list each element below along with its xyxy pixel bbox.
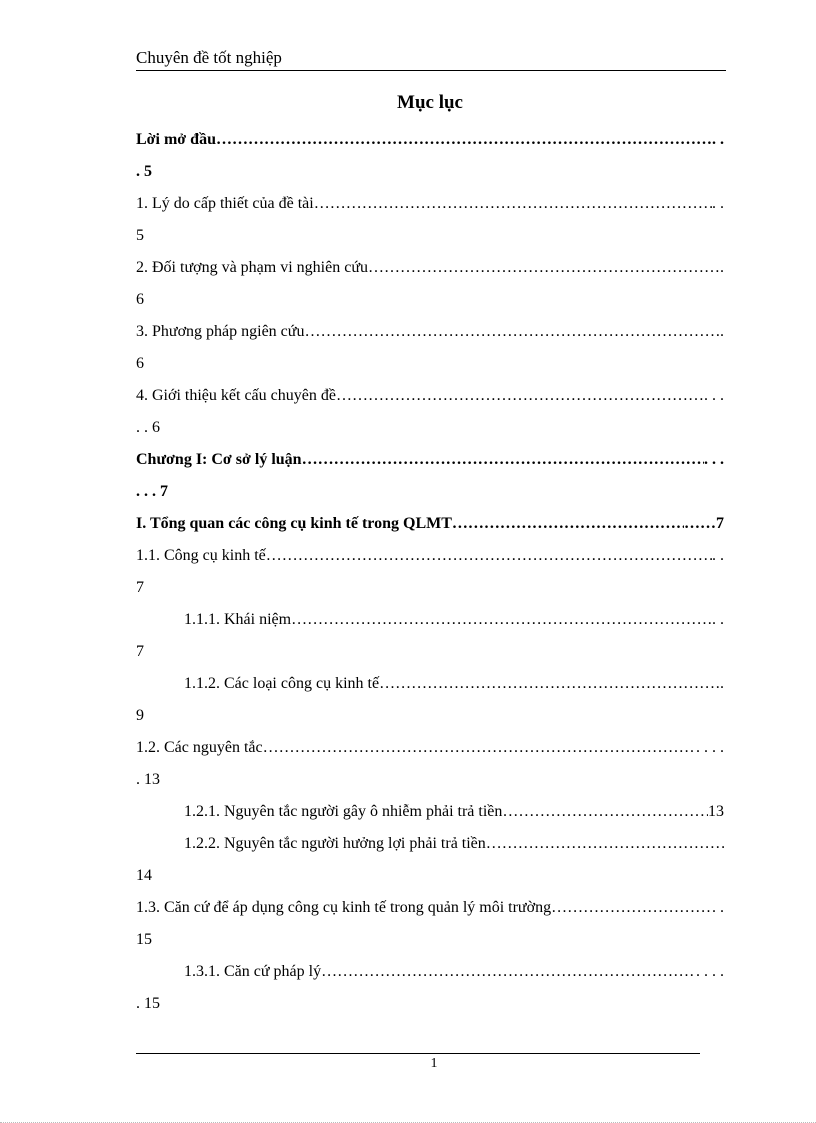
- header-rule: [136, 70, 726, 71]
- dot-leader: [368, 252, 720, 284]
- dot-leader: [321, 956, 696, 988]
- dot-leader: [551, 892, 712, 924]
- toc-entry: [136, 796, 724, 828]
- toc-entry-line: [136, 540, 724, 572]
- running-header: Chuyên đề tốt nghiệp: [136, 48, 282, 67]
- toc-title: Mục lục: [397, 92, 463, 113]
- dot-leader: [336, 380, 704, 412]
- toc-entry-title: 1. Lý do cấp thiết của đề tài: [136, 195, 314, 212]
- toc-entry-tail: .: [720, 323, 724, 340]
- toc-entry-title: 1.1.2. Các loại công cụ kinh tế: [184, 675, 380, 692]
- toc-entry: [136, 252, 724, 316]
- dot-leader: [263, 732, 696, 764]
- dot-leader: [266, 540, 712, 572]
- dot-leader: [216, 124, 712, 156]
- toc-entry-line: [136, 892, 724, 924]
- toc-entry-title: 1.3. Căn cứ để áp dụng công cụ kinh tế trong quản lý môi trường: [136, 899, 552, 916]
- toc-entry-line: [136, 828, 724, 860]
- toc-entry: [136, 444, 724, 508]
- toc-entry-line: [136, 252, 724, 284]
- toc-entry-title: 1.1.1. Khái niệm: [184, 611, 292, 628]
- page-number: 1: [430, 1056, 438, 1071]
- dot-leader: [379, 668, 720, 700]
- toc-entry-line: [136, 604, 724, 636]
- toc-list: [136, 124, 724, 1020]
- toc-entry-page: 6: [136, 291, 144, 308]
- toc-entry-page: 6: [136, 355, 144, 372]
- toc-entry-tail: . .: [712, 195, 724, 212]
- toc-entry-title: 4. Giới thiệu kết cấu chuyên đề: [136, 387, 336, 404]
- toc-entry-tail: . . .: [704, 387, 724, 404]
- toc-entry-line: [136, 444, 724, 476]
- toc-entry-title: Chương I: Cơ sở lý luận: [136, 451, 302, 468]
- dot-leader: [302, 444, 704, 476]
- dot-leader: [314, 188, 712, 220]
- toc-entry-page: 14: [136, 867, 152, 884]
- toc-entry-page: 15: [136, 931, 152, 948]
- toc-entry-line: [136, 956, 724, 988]
- toc-entry-tail: . .: [712, 611, 724, 628]
- toc-entry: [136, 508, 724, 540]
- toc-entry-title: 1.2. Các nguyên tắc: [136, 739, 263, 756]
- toc-entry-tail: . . .: [704, 451, 724, 468]
- toc-entry: [136, 828, 724, 892]
- toc-entry: [136, 540, 724, 604]
- toc-entry-line: [136, 732, 724, 764]
- dot-leader: [452, 508, 684, 540]
- toc-entry-tail: . . . .: [696, 739, 724, 756]
- dot-leader: [291, 604, 712, 636]
- toc-entry-tail: ……7: [684, 515, 724, 532]
- toc-entry-line: [136, 796, 724, 828]
- toc-entry-line: [136, 380, 724, 412]
- dot-leader: [502, 796, 708, 828]
- toc-entry-title: Lời mở đầu: [136, 131, 216, 148]
- toc-entry-title: 1.3.1. Căn cứ pháp lý: [184, 963, 322, 980]
- toc-entry-tail: . . . .: [696, 963, 724, 980]
- toc-entry-page: 7: [136, 579, 144, 596]
- dot-leader: [486, 828, 724, 860]
- toc-entry: [136, 188, 724, 252]
- toc-entry-page: . . . 7: [136, 483, 168, 500]
- dot-leader: [304, 316, 720, 348]
- toc-entry-tail: 13: [708, 803, 724, 820]
- toc-entry-page: . . 6: [136, 419, 160, 436]
- toc-entry-title: I. Tổng quan các công cụ kinh tế trong QLMT: [136, 515, 452, 532]
- toc-entry-tail: .: [720, 259, 724, 276]
- toc-entry-title: 1.2.2. Nguyên tắc người hưởng lợi phải trả tiền: [184, 835, 486, 852]
- toc-entry: [136, 732, 724, 796]
- toc-entry-line: [136, 668, 724, 700]
- toc-entry: [136, 124, 724, 188]
- toc-entry-title: 1.1. Công cụ kinh tế: [136, 547, 266, 564]
- toc-entry-page: 5: [136, 227, 144, 244]
- toc-entry: [136, 668, 724, 732]
- toc-entry-tail: .: [720, 675, 724, 692]
- toc-entry-page: 9: [136, 707, 144, 724]
- toc-entry-line: [136, 188, 724, 220]
- toc-entry-title: 3. Phương pháp ngiên cứu: [136, 323, 305, 340]
- toc-entry: [136, 956, 724, 1020]
- toc-entry: [136, 380, 724, 444]
- toc-entry-line: [136, 316, 724, 348]
- toc-entry-page: 7: [136, 643, 144, 660]
- toc-entry-line: [136, 508, 724, 540]
- toc-entry-page: . 13: [136, 771, 160, 788]
- toc-entry: [136, 316, 724, 380]
- toc-entry: [136, 892, 724, 956]
- toc-entry-title: 1.2.1. Nguyên tắc người gây ô nhiễm phải trả tiền: [184, 803, 503, 820]
- footer-rule: [136, 1053, 700, 1054]
- toc-entry-page: . 5: [136, 163, 152, 180]
- toc-entry-page: . 15: [136, 995, 160, 1012]
- toc-entry-tail: . .: [712, 131, 724, 148]
- toc-entry-title: 2. Đối tượng và phạm vi nghiên cứu: [136, 259, 368, 276]
- toc-entry-tail: . .: [712, 547, 724, 564]
- toc-entry: [136, 604, 724, 668]
- toc-entry-line: [136, 124, 724, 156]
- toc-entry-tail: . .: [712, 899, 724, 916]
